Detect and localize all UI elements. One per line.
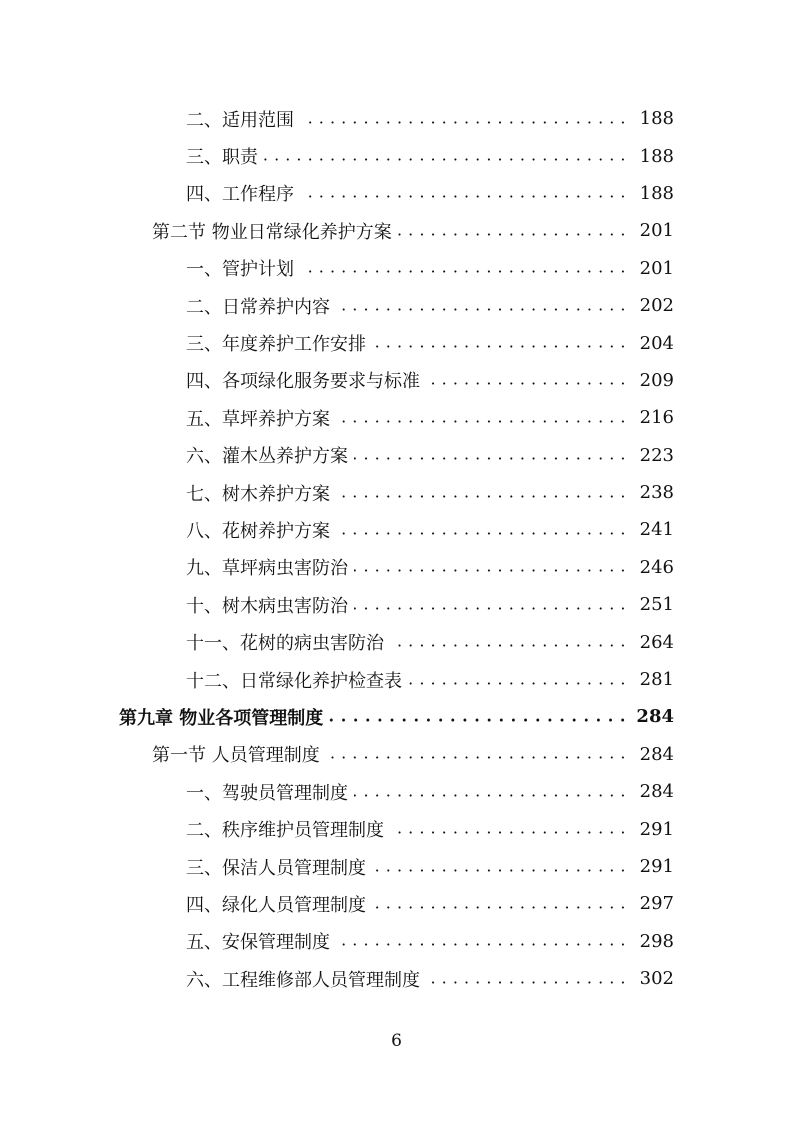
toc-entry-page-number: 188 [639, 145, 674, 167]
toc-entry-page-number: 201 [639, 220, 674, 242]
toc-entry-title: 第一节 人员管理制度 [152, 745, 320, 767]
toc-entry-item[interactable] [0, 175, 793, 212]
dot-leader [426, 362, 626, 399]
toc-entry-page-number: 188 [639, 182, 674, 204]
toc-entry-page-number: 281 [639, 669, 674, 691]
dot-leader [300, 175, 626, 212]
dot-leader [354, 773, 626, 810]
toc-entry-chapter[interactable] [0, 698, 793, 735]
dot-leader [390, 810, 626, 847]
dot-leader [372, 885, 626, 922]
toc-entry-section[interactable] [0, 736, 793, 773]
toc-entry-title: 四、工作程序 [186, 184, 294, 206]
toc-entry-item[interactable] [0, 586, 793, 623]
page-number: 6 [391, 1031, 402, 1051]
toc-entry-item[interactable] [0, 623, 793, 660]
toc-entry-title: 二、日常养护内容 [186, 296, 330, 318]
toc-entry-item[interactable] [0, 287, 793, 324]
toc-entry-title: 七、树木养护方案 [186, 483, 330, 505]
toc-entry-item[interactable] [0, 362, 793, 399]
toc-entry-page-number: 291 [639, 856, 674, 877]
toc-entry-title: 三、年度养护工作安排 [186, 334, 366, 356]
toc-entry-item[interactable] [0, 923, 793, 960]
toc-entry-page-number: 284 [639, 781, 674, 803]
toc-entry-page-number: 302 [639, 968, 674, 990]
toc-entry-page-number: 204 [639, 332, 674, 354]
toc-entry-page-number: 223 [639, 444, 674, 466]
dot-leader [336, 399, 626, 436]
toc-entry-item[interactable] [0, 437, 793, 474]
dot-leader [326, 736, 626, 773]
toc-entry-item[interactable] [0, 474, 793, 511]
toc-entry-item[interactable] [0, 324, 793, 361]
toc-entry-item[interactable] [0, 885, 793, 922]
toc-entry-title: 九、草坪病虫害防治 [186, 558, 348, 580]
toc-entry-page-number: 241 [639, 519, 674, 541]
toc-entry-item[interactable] [0, 773, 793, 810]
toc-entry-page-number: 209 [639, 369, 674, 391]
toc-entry-item[interactable] [0, 848, 793, 885]
toc-entry-title: 一、管护计划 [186, 259, 294, 281]
toc-entry-page-number: 297 [639, 893, 674, 915]
toc-entry-title: 四、绿化人员管理制度 [186, 894, 366, 916]
dot-leader [390, 623, 626, 660]
toc-entry-title: 二、秩序维护员管理制度 [186, 820, 384, 842]
toc-entry-title: 六、灌木丛养护方案 [186, 446, 348, 468]
toc-entry-title: 二、适用范围 [186, 109, 294, 131]
dot-leader [300, 100, 626, 137]
toc-entry-section[interactable] [0, 212, 793, 249]
toc-entry-page-number: 216 [639, 407, 674, 429]
toc-entry-item[interactable] [0, 250, 793, 287]
toc-entry-title: 八、花树养护方案 [186, 520, 330, 542]
toc-entry-item[interactable] [0, 549, 793, 586]
toc-entry-page-number: 291 [639, 818, 674, 840]
dot-leader [426, 960, 626, 997]
toc-entry-page-number: 202 [639, 295, 674, 317]
dot-leader [336, 287, 626, 324]
toc-entry-page-number: 246 [639, 556, 674, 578]
toc-entry-title: 三、职责 [186, 147, 258, 169]
toc-entry-item[interactable] [0, 399, 793, 436]
dot-leader [372, 324, 626, 361]
toc-entry-item[interactable] [0, 810, 793, 847]
toc-entry-title: 一、驾驶员管理制度 [186, 782, 348, 804]
dot-leader [336, 923, 626, 960]
toc-entry-page-number: 201 [639, 257, 674, 279]
toc-entry-title: 五、安保管理制度 [186, 932, 330, 954]
dot-leader [336, 474, 626, 511]
dot-leader [354, 586, 626, 623]
toc-entry-title: 三、保洁人员管理制度 [186, 857, 366, 879]
toc-entry-item[interactable] [0, 100, 793, 137]
toc-entry-title: 十二、日常绿化养护检查表 [186, 670, 402, 692]
dot-leader [336, 511, 626, 548]
toc-entry-item[interactable] [0, 960, 793, 997]
toc-entry-title: 五、草坪养护方案 [186, 408, 330, 430]
toc-entry-item[interactable] [0, 137, 793, 174]
table-of-contents [0, 100, 793, 997]
toc-entry-page-number: 284 [636, 706, 674, 728]
dot-leader [329, 698, 626, 735]
dot-leader [354, 549, 626, 586]
dot-leader [264, 137, 626, 174]
toc-entry-page-number: 298 [639, 930, 674, 952]
dot-leader [408, 661, 626, 698]
toc-entry-title: 十一、花树的病虫害防治 [186, 633, 384, 655]
toc-entry-title: 第九章 物业各项管理制度 [119, 707, 324, 729]
dot-leader [372, 848, 626, 885]
toc-entry-title: 四、各项绿化服务要求与标准 [186, 371, 420, 393]
toc-entry-page-number: 264 [639, 631, 674, 653]
toc-entry-item[interactable] [0, 511, 793, 548]
dot-leader [354, 437, 626, 474]
dot-leader [398, 212, 626, 249]
dot-leader [300, 250, 626, 287]
toc-entry-page-number: 284 [639, 743, 674, 765]
toc-entry-page-number: 188 [639, 108, 674, 130]
toc-entry-title: 十、树木病虫害防治 [186, 595, 348, 617]
toc-entry-page-number: 238 [639, 482, 674, 504]
toc-entry-page-number: 251 [639, 594, 674, 616]
toc-entry-item[interactable] [0, 661, 793, 698]
toc-entry-title: 第二节 物业日常绿化养护方案 [152, 221, 392, 243]
toc-entry-title: 六、工程维修部人员管理制度 [186, 969, 420, 991]
